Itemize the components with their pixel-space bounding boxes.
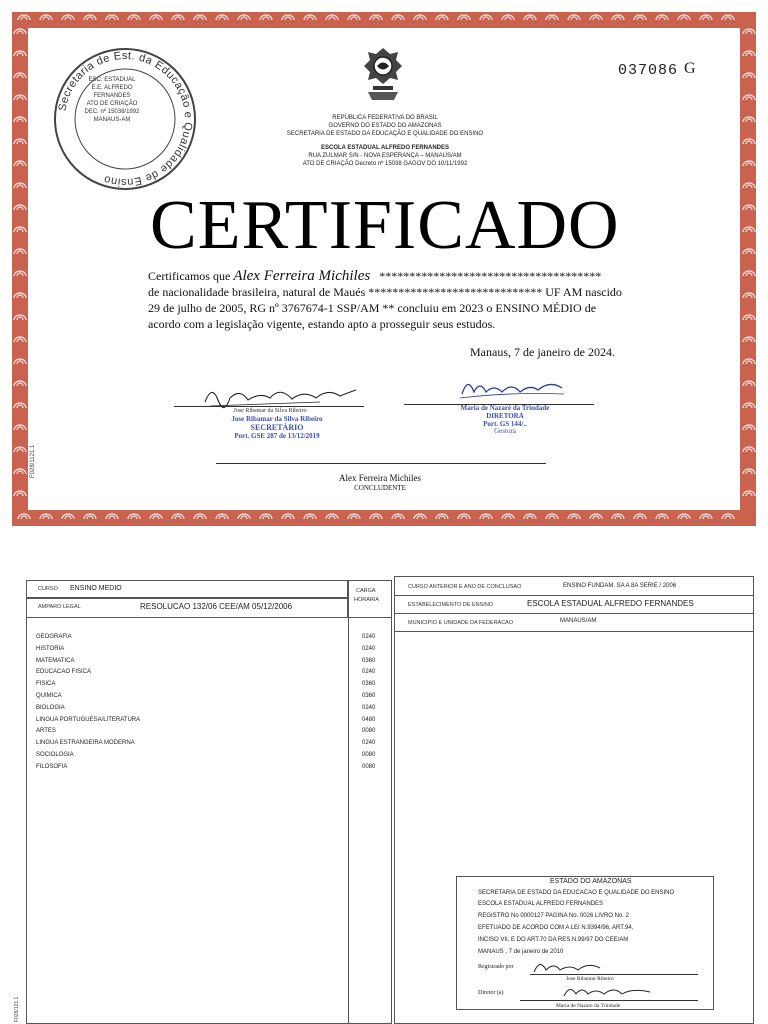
subject-hours: 0240 [362,704,376,711]
director-stamp-role: Gestora [494,427,516,435]
hours-label-2: HORARIA [354,597,380,603]
coat-of-arms-icon [360,46,406,102]
subject-name: MATEMATICA [36,657,75,664]
subject-hours: 0240 [362,669,376,676]
certificate-title: CERTIFICADO [150,187,620,264]
registry-line: ESCOLA ESTADUAL ALFREDO FERNANDES [478,901,604,907]
subject-name: FILOSOFIA [36,763,68,770]
subject-row [26,750,376,762]
signature-registrar [530,956,610,978]
subject-hours: 0480 [362,716,376,723]
previous-course-label: CURSO ANTERIOR E ANO DE CONCLUSAO [408,584,522,590]
school-name: ESCOLA ESTADUAL ALFREDO FERNANDES [320,145,449,151]
subject-row [26,715,376,727]
secretary-stamp-title: SECRETÁRIO [250,423,304,432]
body-line-3: 29 de julho de 2005, RG nº 3767674-1 SSP/AM ** concluiu em 2023 o ENSINO MÉDIO de [148,301,597,315]
body-line-2: de nacionalidade brasileira, natural de Maués ***************************** UF AM nascido [148,285,622,299]
seal-line: ATO DE CRIAÇÃO [86,101,138,107]
subject-row [26,726,376,738]
registry-line: EFETUADO DE ACORDO COM A LEI N.9394/96, ART.94, [478,925,634,931]
graduate-role: CONCLUDENTE [354,484,406,492]
certificate-serial-letter: G [684,60,696,77]
municipality-value: MANAUS/AM [560,618,597,624]
legal-value: RESOLUCAO 132/06 CEE/AM 05/12/2006 [140,602,293,611]
subject-name: SOCIOLOGIA [36,751,74,758]
registry-line: INCISO VII, E DO ART.70 DA RES.N.99/97 DO CEE/AM [478,937,629,943]
municipality-label: MUNICIPIO E UNIDADE DA FEDERACAO [408,620,514,626]
signature-registry-director [560,982,656,1002]
school-address: RUA ZULMAR S/N - NOVA ESPERANÇA – MANAUS/AM [308,153,462,159]
subject-hours: 0360 [362,692,376,699]
subject-hours: 0360 [362,657,376,664]
registry-line: REGISTRO No 0000127 PAGINA No. 0026 LIVRO No. 2 [478,913,629,919]
header-line: REPÚBLICA FEDERATIVA DO BRASIL [332,115,438,121]
back-form-code: F028/121.1 [14,996,20,1022]
signature-director [458,374,568,404]
hours-label-1: CARGA [356,588,376,594]
seal-line: FERNANDES [93,93,131,99]
secretary-name: Jose Ribamar da Silva Ribeiro [233,408,307,414]
subject-name: LINGUA PORTUGUESA/LITERATURA [36,716,141,723]
student-name: Alex Ferreira Michiles [233,268,371,284]
seal-line: E.E. ALFREDO [91,85,133,91]
subject-hours: 0240 [362,645,376,652]
subjects-list [26,632,376,774]
subject-row [26,644,376,656]
subject-row [26,762,376,774]
form-code: F028/1121.1 [30,444,36,478]
seal-line: MANAUS-AM [93,117,131,123]
registry-line: SECRETARIA DE ESTADO DA EDUCACAO E QUALIDADE DO ENSINO [478,890,675,896]
body-line-1 [148,268,636,284]
header-line: SECRETARIA DE ESTADO DA EDUCAÇÃO E QUALIDADE DO ENSINO [286,131,484,137]
body-stars: ************************************* [379,269,602,283]
body-prefix: Certificamos que [148,269,231,283]
subject-hours: 0080 [362,728,376,735]
director-stamp-name: Maria de Nazaré da Trindade [460,404,550,412]
school-creation-act: ATO DE CRIAÇÃO Decreto nº 15038 GAGOV DO 10/11/1992 [302,161,468,167]
subject-name: BIOLOGIA [36,704,65,711]
establishment-value: ESCOLA ESTADUAL ALFREDO FERNANDES [527,599,694,608]
seal-line: ESC. ESTADUAL [88,77,136,83]
subject-hours: 0080 [362,751,376,758]
subject-row [26,656,376,668]
subject-hours: 0240 [362,634,376,640]
subject-hours: 0240 [362,740,376,747]
subject-row [26,738,376,750]
course-label: CURSO [38,586,58,592]
secretary-stamp-ordinance: Port. GSE 287 de 13/12/2019 [234,432,320,440]
seal-line: DEC. nº 15038/1992 [84,109,140,115]
subject-row [26,632,376,644]
course-value: ENSINO MEDIO [70,585,122,592]
registered-by-name: Jose Ribamar Ribeiro [566,976,614,982]
seal-center-text [62,76,162,124]
subject-name: FISICA [36,681,56,688]
subject-row [26,667,376,679]
director-stamp-ordinance: Port. GS 144/.. [483,420,527,428]
subject-name: GEOGRAFIA [36,634,72,640]
registered-by-label: Registrado por [478,964,514,970]
body-line-4: acordo com a legislação vigente, estando apto a prosseguir seus estudos. [148,317,496,331]
registry-line: MANAUS , 7 de janeiro de 2010 [478,949,564,955]
seal-ring-text: Secretaria de Est. da Educação e Qualidade de Ensino [56,49,195,189]
secretary-stamp-name: Jose Ribamar da Silva Ribeiro [231,415,323,423]
signature-line-secretary [174,406,364,407]
subject-row [26,679,376,691]
director-stamp-title: DIRETORA [486,412,524,420]
subject-hours: 0360 [362,681,376,688]
director-label: Diretor (a) [478,990,504,996]
previous-course-value: ENSINO FUNDAM. SA A 8A SERIE / 2006 [563,583,677,589]
subject-name: ARTES [36,728,56,735]
establishment-label: ESTABELECIMENTO DE ENSINO [408,602,494,608]
place-and-date: Manaus, 7 de janeiro de 2024. [470,345,615,359]
director-name: Maria de Nazare da Trindade [556,1003,621,1009]
subject-hours: 0080 [362,763,376,770]
subject-name: HISTORIA [36,645,65,652]
subject-name: EDUCACAO FISICA [36,669,92,676]
certificate-body [148,268,636,332]
subject-name: QUIMICA [36,692,62,699]
header-line: GOVERNO DO ESTADO DO AMAZONAS [328,123,442,129]
registry-title: ESTADO DO AMAZONAS [550,878,632,885]
graduate-name: Alex Ferreira Michiles [339,473,421,483]
subject-row [26,691,376,703]
signature-line-graduate [216,463,546,464]
subject-name: LINGUA ESTRANGEIRA MODERNA [36,740,135,747]
certificate-serial-number: 037086 [618,62,679,79]
legal-label: AMPARO LEGAL [38,604,81,610]
subject-row [26,703,376,715]
certificate-header [240,114,530,168]
